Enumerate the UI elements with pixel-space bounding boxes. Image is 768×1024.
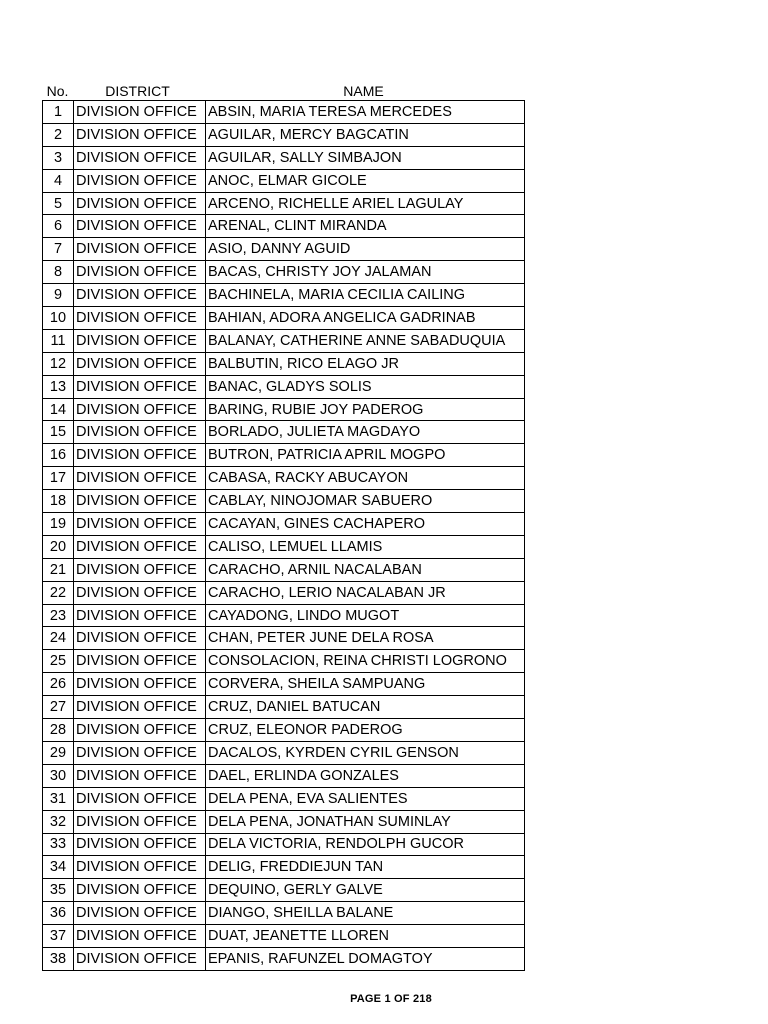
row-name: BALBUTIN, RICO ELAGO JR bbox=[206, 352, 525, 375]
row-district: DIVISION OFFICE bbox=[74, 604, 206, 627]
row-name: DELA VICTORIA, RENDOLPH GUCOR bbox=[206, 833, 525, 856]
row-name: CABLAY, NINOJOMAR SABUERO bbox=[206, 490, 525, 513]
row-district: DIVISION OFFICE bbox=[74, 284, 206, 307]
row-number: 28 bbox=[43, 719, 74, 742]
row-number: 31 bbox=[43, 787, 74, 810]
table-row bbox=[43, 810, 525, 833]
table-row bbox=[43, 581, 525, 604]
row-number: 9 bbox=[43, 284, 74, 307]
row-district: DIVISION OFFICE bbox=[74, 238, 206, 261]
row-number: 14 bbox=[43, 398, 74, 421]
row-number: 22 bbox=[43, 581, 74, 604]
row-district: DIVISION OFFICE bbox=[74, 444, 206, 467]
table-row bbox=[43, 856, 525, 879]
row-name: EPANIS, RAFUNZEL DOMAGTOY bbox=[206, 947, 525, 970]
row-district: DIVISION OFFICE bbox=[74, 215, 206, 238]
row-district: DIVISION OFFICE bbox=[74, 627, 206, 650]
row-number: 18 bbox=[43, 490, 74, 513]
row-number: 5 bbox=[43, 192, 74, 215]
row-number: 19 bbox=[43, 513, 74, 536]
row-number: 1 bbox=[43, 101, 74, 124]
table-row bbox=[43, 101, 525, 124]
row-number: 20 bbox=[43, 535, 74, 558]
row-name: DEQUINO, GERLY GALVE bbox=[206, 879, 525, 902]
row-district: DIVISION OFFICE bbox=[74, 902, 206, 925]
row-number: 29 bbox=[43, 741, 74, 764]
table-row bbox=[43, 764, 525, 787]
row-district: DIVISION OFFICE bbox=[74, 741, 206, 764]
table-row bbox=[43, 947, 525, 970]
row-number: 12 bbox=[43, 352, 74, 375]
row-name: ABSIN, MARIA TERESA MERCEDES bbox=[206, 101, 525, 124]
row-district: DIVISION OFFICE bbox=[74, 192, 206, 215]
table-row bbox=[43, 215, 525, 238]
table-row bbox=[43, 879, 525, 902]
row-number: 15 bbox=[43, 421, 74, 444]
row-number: 33 bbox=[43, 833, 74, 856]
row-name: CACAYAN, GINES CACHAPERO bbox=[206, 513, 525, 536]
row-name: CABASA, RACKY ABUCAYON bbox=[206, 467, 525, 490]
row-number: 13 bbox=[43, 375, 74, 398]
row-number: 21 bbox=[43, 558, 74, 581]
row-name: ARENAL, CLINT MIRANDA bbox=[206, 215, 525, 238]
table-row bbox=[43, 696, 525, 719]
row-district: DIVISION OFFICE bbox=[74, 879, 206, 902]
row-name: CHAN, PETER JUNE DELA ROSA bbox=[206, 627, 525, 650]
row-name: DUAT, JEANETTE LLOREN bbox=[206, 925, 525, 948]
row-district: DIVISION OFFICE bbox=[74, 261, 206, 284]
page-number: PAGE 1 OF 218 bbox=[350, 993, 432, 1005]
roster-table-body bbox=[43, 101, 525, 971]
row-district: DIVISION OFFICE bbox=[74, 535, 206, 558]
table-row bbox=[43, 261, 525, 284]
table-row bbox=[43, 719, 525, 742]
table-row bbox=[43, 169, 525, 192]
table-row bbox=[43, 627, 525, 650]
table-row bbox=[43, 398, 525, 421]
table-row bbox=[43, 925, 525, 948]
row-district: DIVISION OFFICE bbox=[74, 558, 206, 581]
row-district: DIVISION OFFICE bbox=[74, 467, 206, 490]
row-number: 24 bbox=[43, 627, 74, 650]
row-name: ARCENO, RICHELLE ARIEL LAGULAY bbox=[206, 192, 525, 215]
row-name: DELIG, FREDDIEJUN TAN bbox=[206, 856, 525, 879]
row-district: DIVISION OFFICE bbox=[74, 307, 206, 330]
row-number: 30 bbox=[43, 764, 74, 787]
row-district: DIVISION OFFICE bbox=[74, 329, 206, 352]
row-name: CALISO, LEMUEL LLAMIS bbox=[206, 535, 525, 558]
table-row bbox=[43, 741, 525, 764]
row-district: DIVISION OFFICE bbox=[74, 490, 206, 513]
row-name: CARACHO, LERIO NACALABAN JR bbox=[206, 581, 525, 604]
row-district: DIVISION OFFICE bbox=[74, 146, 206, 169]
table-row bbox=[43, 307, 525, 330]
row-district: DIVISION OFFICE bbox=[74, 764, 206, 787]
table-row bbox=[43, 535, 525, 558]
row-district: DIVISION OFFICE bbox=[74, 696, 206, 719]
row-number: 23 bbox=[43, 604, 74, 627]
row-name: BARING, RUBIE JOY PADEROG bbox=[206, 398, 525, 421]
table-row bbox=[43, 192, 525, 215]
table-row bbox=[43, 787, 525, 810]
row-district: DIVISION OFFICE bbox=[74, 833, 206, 856]
row-district: DIVISION OFFICE bbox=[74, 169, 206, 192]
row-name: CORVERA, SHEILA SAMPUANG bbox=[206, 673, 525, 696]
row-name: BACAS, CHRISTY JOY JALAMAN bbox=[206, 261, 525, 284]
row-district: DIVISION OFFICE bbox=[74, 101, 206, 124]
table-row bbox=[43, 123, 525, 146]
row-district: DIVISION OFFICE bbox=[74, 650, 206, 673]
row-number: 27 bbox=[43, 696, 74, 719]
row-district: DIVISION OFFICE bbox=[74, 421, 206, 444]
row-name: BALANAY, CATHERINE ANNE SABADUQUIA bbox=[206, 329, 525, 352]
row-number: 36 bbox=[43, 902, 74, 925]
row-name: ANOC, ELMAR GICOLE bbox=[206, 169, 525, 192]
table-row bbox=[43, 513, 525, 536]
table-row bbox=[43, 146, 525, 169]
row-district: DIVISION OFFICE bbox=[74, 581, 206, 604]
row-district: DIVISION OFFICE bbox=[74, 947, 206, 970]
table-row bbox=[43, 650, 525, 673]
row-district: DIVISION OFFICE bbox=[74, 398, 206, 421]
header-name: NAME bbox=[343, 83, 384, 99]
row-name: CAYADONG, LINDO MUGOT bbox=[206, 604, 525, 627]
row-name: DELA PENA, JONATHAN SUMINLAY bbox=[206, 810, 525, 833]
row-name: AGUILAR, MERCY BAGCATIN bbox=[206, 123, 525, 146]
row-district: DIVISION OFFICE bbox=[74, 925, 206, 948]
table-row bbox=[43, 467, 525, 490]
row-name: DELA PENA, EVA SALIENTES bbox=[206, 787, 525, 810]
table-row bbox=[43, 673, 525, 696]
row-district: DIVISION OFFICE bbox=[74, 375, 206, 398]
row-name: DIANGO, SHEILLA BALANE bbox=[206, 902, 525, 925]
roster-table-container bbox=[42, 78, 525, 971]
row-district: DIVISION OFFICE bbox=[74, 123, 206, 146]
row-number: 17 bbox=[43, 467, 74, 490]
row-number: 16 bbox=[43, 444, 74, 467]
row-name: AGUILAR, SALLY SIMBAJON bbox=[206, 146, 525, 169]
row-name: BACHINELA, MARIA CECILIA CAILING bbox=[206, 284, 525, 307]
row-number: 26 bbox=[43, 673, 74, 696]
table-row bbox=[43, 902, 525, 925]
roster-table bbox=[42, 100, 525, 971]
row-number: 10 bbox=[43, 307, 74, 330]
row-number: 11 bbox=[43, 329, 74, 352]
row-number: 4 bbox=[43, 169, 74, 192]
row-district: DIVISION OFFICE bbox=[74, 787, 206, 810]
row-district: DIVISION OFFICE bbox=[74, 810, 206, 833]
row-number: 37 bbox=[43, 925, 74, 948]
row-number: 35 bbox=[43, 879, 74, 902]
row-district: DIVISION OFFICE bbox=[74, 513, 206, 536]
row-name: CRUZ, DANIEL BATUCAN bbox=[206, 696, 525, 719]
row-number: 25 bbox=[43, 650, 74, 673]
table-row bbox=[43, 490, 525, 513]
row-number: 3 bbox=[43, 146, 74, 169]
row-name: BANAC, GLADYS SOLIS bbox=[206, 375, 525, 398]
row-name: CONSOLACION, REINA CHRISTI LOGRONO bbox=[206, 650, 525, 673]
row-district: DIVISION OFFICE bbox=[74, 352, 206, 375]
row-name: DACALOS, KYRDEN CYRIL GENSON bbox=[206, 741, 525, 764]
row-number: 34 bbox=[43, 856, 74, 879]
row-number: 38 bbox=[43, 947, 74, 970]
row-name: CRUZ, ELEONOR PADEROG bbox=[206, 719, 525, 742]
header-no: No. bbox=[46, 83, 69, 99]
table-row bbox=[43, 444, 525, 467]
row-district: DIVISION OFFICE bbox=[74, 673, 206, 696]
row-number: 7 bbox=[43, 238, 74, 261]
row-number: 2 bbox=[43, 123, 74, 146]
table-row bbox=[43, 604, 525, 627]
header-district: DISTRICT bbox=[105, 83, 170, 99]
table-row bbox=[43, 352, 525, 375]
row-number: 6 bbox=[43, 215, 74, 238]
row-district: DIVISION OFFICE bbox=[74, 719, 206, 742]
row-name: ASIO, DANNY AGUID bbox=[206, 238, 525, 261]
row-name: BORLADO, JULIETA MAGDAYO bbox=[206, 421, 525, 444]
row-number: 8 bbox=[43, 261, 74, 284]
row-name: BAHIAN, ADORA ANGELICA GADRINAB bbox=[206, 307, 525, 330]
table-row bbox=[43, 375, 525, 398]
row-district: DIVISION OFFICE bbox=[74, 856, 206, 879]
table-row bbox=[43, 329, 525, 352]
row-name: BUTRON, PATRICIA APRIL MOGPO bbox=[206, 444, 525, 467]
table-row bbox=[43, 558, 525, 581]
table-row bbox=[43, 421, 525, 444]
table-row bbox=[43, 833, 525, 856]
table-header bbox=[42, 78, 525, 100]
table-row bbox=[43, 284, 525, 307]
row-number: 32 bbox=[43, 810, 74, 833]
row-name: DAEL, ERLINDA GONZALES bbox=[206, 764, 525, 787]
table-row bbox=[43, 238, 525, 261]
row-name: CARACHO, ARNIL NACALABAN bbox=[206, 558, 525, 581]
